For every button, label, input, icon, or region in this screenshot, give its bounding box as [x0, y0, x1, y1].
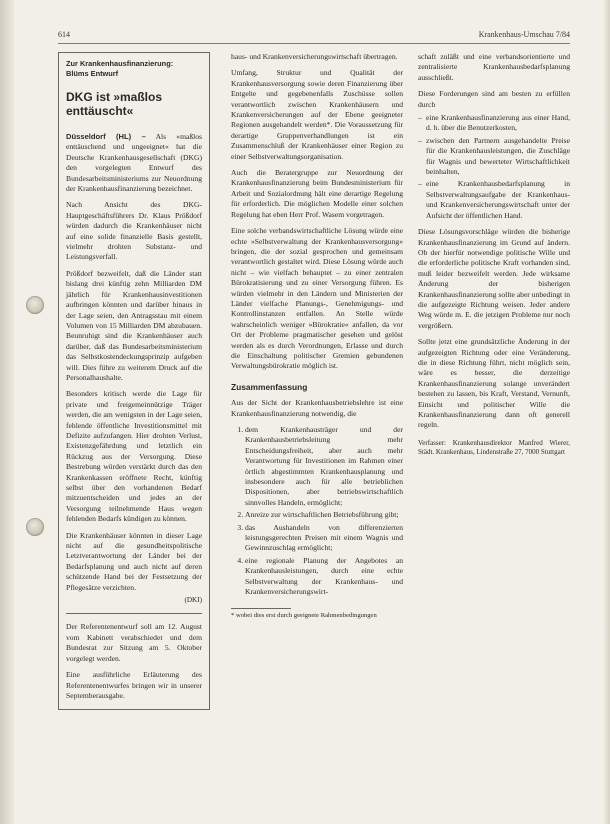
- summary-intro: Aus der Sicht der Krankenhausbetriebslehre ist eine Krankenhausfinanzierung notwendig, die: [231, 398, 403, 418]
- left-bottom-paragraph-1: Der Referentenentwurf soll am 12. August vom Kabinett verabschiedet und dem Bundesrat zur Sitzung am 5. Oktober vorgelegt werden.: [66, 622, 202, 663]
- section-heading: Zusammenfassung: [231, 381, 308, 392]
- box-kicker: [66, 59, 202, 78]
- dateline: Düsseldorf (HL) –: [66, 132, 146, 141]
- box-headline: [66, 90, 202, 118]
- box-source: (DKI): [184, 596, 202, 605]
- box-lead: [66, 132, 202, 194]
- footnote: * wobei dies erst durch geeignete Rahmenbedingungen: [231, 611, 377, 619]
- news-box: [58, 52, 210, 710]
- left-column: [58, 52, 210, 718]
- punch-hole-top: [26, 296, 44, 314]
- requirements-list: [418, 113, 570, 221]
- list-item: 2. Anreize zur wirtschaftlichen Betriebsführung gibt;: [245, 510, 403, 520]
- box-paragraph-2: Prößdorf bezweifelt, daß die Länder statt bislang drei künftig zehn Milliarden DM jährlich für Krankenhausinvestitionen aufbringen könnten und darüber hinaus in der Lage seien, den Antragsstau mit einem Volumen von 15 Milliarden DM abzubauen. Beunruhigt sind die Krankenhäuser auch darüber, daß das Bundesarbeitsministerium das Selbstkostendeckungsprinzip aufgeben will. Dies führe zu weiterem Druck auf die Personalhaushalte.: [66, 268, 202, 382]
- kicker-line-2: Blüms Entwurf: [66, 68, 119, 78]
- headline-line-1: DKG ist »maßlos: [66, 90, 163, 104]
- list-item: – zwischen den Partnern ausgehandelte Preise für die Krankenhausleistungen, die Zuschläge für Wagnis und bewerteter Wirtschaftlichkeit beinhalten,: [426, 136, 570, 178]
- headline-line-2: enttäuscht«: [66, 104, 134, 118]
- list-item: – eine Krankenhausfinanzierung aus einer Hand, d. h. über die Benutzerkosten,: [426, 113, 570, 134]
- right-paragraph-3: Sollte jetzt eine grundsätzliche Änderung in der aufgezeigten Richtung oder eine Veränderung, die in diese Richtung führt, nicht möglich sein, wäre es besser, die derzeitige Krankenhausfinanzierung solange unverändert bestehen zu lassen, bis Kraft, Verstand, Vernunft, Einsicht und politischer Wille die Krankenhausfinanzierung dann oft generell regeln.: [418, 337, 570, 430]
- header-rule: [58, 43, 570, 44]
- right-paragraph-1: Diese Forderungen sind am besten zu erfüllen durch: [418, 89, 570, 109]
- middle-column: [231, 52, 403, 620]
- kicker-line-1: Zur Krankenhausfinanzierung:: [66, 59, 174, 68]
- lead-text: Als »maßlos enttäuschend und ungeeignet« hat die Deutsche Krankenhausgesellschaft (DKG) den vorgelegten Entwurf des Bundesarbeitsministeriums zur Neuordnung der Krankenhausfinanzierung bezeichnet.: [66, 132, 203, 194]
- middle-paragraph-3: Eine solche verbandswirtschaftliche Lösung würde eine echte »Selbstverwaltung der Krankenhausversorgung« bringen, die der sozial gesprochen und gemeinsam verantwortlich gestaltet wird. Diese Lösung würde auch nicht – wie vielfach behauptet – zu einer zentralen Bürokratisierung und zu einer Versorgung führen. Es würden vielmehr in den Ländern und Ministerien der Länder vielfache Planungs-, Genehmigungs- und Kontrollinstanzen entfallen. An Stelle würde wahrscheinlich weniger »Bürokratie« anfallen, da vor Ort der Probleme pragmatischer gesehen und gelöst werden als es durch Verordnungen, Erlasse und durch die Einschaltung politischer Gremien gebundenen Verwaltungsbürokratie möglich ist.: [231, 226, 403, 371]
- box-paragraph-1: Nach Ansicht des DKG-Hauptgeschäftsführers Dr. Klaus Prößdorf würden dadurch die Krankenhäuser nicht auf eine solide finanzielle Basis gestellt, vielmehr drohten Substanz- und Leistungsverfall.: [66, 200, 202, 262]
- box-divider: [66, 613, 202, 614]
- list-item: – eine Krankenhausbedarfsplanung in Selbstverwaltungsaufgabe der Krankenhaus- und Krankenversicherungswirtschaft unter der Aufsicht der öffentlichen Hand.: [426, 179, 570, 221]
- left-bottom-paragraph-2: Eine ausführliche Erläuterung des Referentenentwurfes bringen wir in unserer Septemberausgabe.: [66, 670, 202, 700]
- right-paragraph-0: schaft zuläßt und eine verbandsorientierte und zentralisierte Krankenhausbedarfsplanung ausschließt.: [418, 52, 570, 82]
- box-paragraph-3: Besonders kritisch werde die Lage für private und freigemeinnützige Träger werden, die am wenigsten in der Lage seien, fehlende öffentliche Investitionsmittel mit Defizite aufzufangen. Hier drohten Verlust, Existenzgefährdung und letztlich ein Rückzug aus der Versorgung. Diese Bestrebung würden verstärkt durch das den Krankenkassen eröffnete Recht, künftig selbst über den vorhandenen Bedarf mitzuentscheiden und jedes an der Versorgung teilnehmende Haus wegen fehlenden Bedarfs kündigen zu können.: [66, 389, 202, 524]
- list-item: 4. eine regionale Planung der Angebotes an Krankenhausleistungen, durch eine echte Selbstverwaltung der Krankenhaus- und Krankenversicherungswirt-: [245, 556, 403, 598]
- middle-paragraph-1: Umfang, Struktur und Qualität der Krankenhausversorgung sowie deren Finanzierung über Entgelte und gegebenenfalls Zuschüsse sollen verantwortlich zwischen Krankenhäusern und Krankenversicherungen auf der Ebene geeigneter Regionen ausgehandelt werden*. Die Voraussetzung für derartige Gruppenverhandlungen ist ein Zusammenschluß der Krankenhäuser einer Region zu einer Selbstverwaltungsorganisation.: [231, 68, 403, 161]
- list-item: 3. das Aushandeln von differenzierten leistungsgerechten Preisen mit einem Wagnis und Gewinnzuschlag ermöglicht;: [245, 523, 403, 554]
- page-number: 614: [58, 30, 70, 39]
- summary-list: [231, 425, 403, 598]
- punch-hole-bottom: [26, 518, 44, 536]
- right-paragraph-2: Diese Lösungsvorschläge würden die bisherige Krankenhausfinanzierung im Grund auf ändern. Ob der hierfür notwendige politische Wille und die erforderliche politische Kraft vorhanden sind, muß leider bezweifelt werden. Jede wirksame Änderung der bisherigen Krankenhausfinanzierung sollte aber unbedingt in die aufgezeigte Richtung weisen. Jeder andere Weg würde m. E. die jetzigen Probleme nur noch vergrößern.: [418, 227, 570, 330]
- page-edge-shadow: [0, 0, 14, 824]
- right-column: [418, 52, 570, 458]
- middle-paragraph-0: haus- und Krankenversicherungswirtschaft übertragen.: [231, 52, 398, 61]
- list-item: 1. dem Krankenhausträger und der Krankenhausbetriebsleitung mehr Entscheidungsfreiheit, aber auch mehr Verantwortung für Investitionen im Rahmen einer örtlich abgestimmten Krankenhausplanung und insbesondere auch für alle betrieblichen Dispositionen, aber betriebswirtschaftlich sinnvolles Handeln, ermöglicht;: [245, 425, 403, 508]
- journal-title: Krankenhaus-Umschau 7/84: [478, 30, 570, 39]
- box-paragraph-4: Die Krankenhäuser könnten in dieser Lage nicht auf die gesundheitspolitische Letztverantwortung der Länder bei der Bedarfsplanung und auch nicht auf deren schützende Hand bei der Festsetzung der Pflegesätze verzichten.: [66, 530, 202, 592]
- author-note: Verfasser: Krankenhausdirektor Manfred Wierer, Städt. Krankenhaus, Lindenstraße 27, 7000 Stuttgart: [418, 438, 570, 457]
- footnote-rule: [231, 608, 291, 609]
- middle-paragraph-2: Auch die Beratergruppe zur Neuordnung der Krankenhausfinanzierung beim Bundesministerium für Arbeit und Sozialordnung hält eine derartige Regelung für erforderlich. Die möglichen Modelle einer solchen Regelung hat eben Herr Prof. Wasem vorgetragen.: [231, 168, 403, 219]
- page-edge-right: [604, 0, 610, 824]
- page-header: [58, 30, 570, 44]
